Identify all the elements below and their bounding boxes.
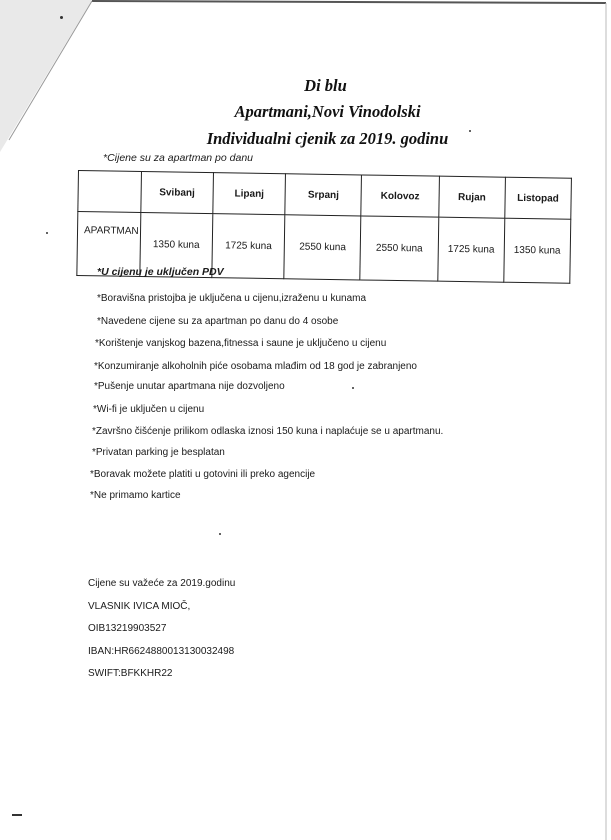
scan-speck: [219, 533, 221, 535]
list-item: *Boravak možete platiti u gotovini ili preko agencije: [90, 469, 316, 480]
price-cell: 1350 kuna: [503, 218, 570, 283]
column-header: Svibanj: [141, 171, 214, 213]
column-header: Rujan: [439, 176, 505, 218]
scan-mark: [12, 814, 22, 816]
column-header: Lipanj: [213, 173, 286, 215]
list-item: *Završno čišćenje prilikom odlaska iznosi 150 kuna i naplaćuje se u apartmanu.: [92, 426, 444, 437]
price-cell: 1725 kuna: [212, 214, 286, 279]
list-item: *Boravišna pristojba je uključena u cijenu,izraženu u kunama: [97, 293, 367, 304]
price-cell: 2550 kuna: [360, 216, 439, 281]
column-header: Kolovoz: [361, 175, 439, 217]
list-item: *Navedene cijene su za apartman po danu do 4 osobe: [97, 316, 339, 327]
per-day-note: *Cijene su za apartman po danu: [103, 152, 254, 164]
scan-speck: [60, 16, 63, 19]
list-item: *Privatan parking je besplatan: [92, 447, 225, 458]
scan-speck: [352, 387, 354, 389]
swift-code: SWIFT:BFKKHR22: [88, 668, 173, 679]
table-corner-cell: [78, 171, 142, 213]
list-item: *Ne primamo kartice: [90, 490, 181, 501]
validity-note: Cijene su važeće za 2019.godinu: [88, 578, 236, 589]
owner-name: VLASNIK IVICA MIOČ,: [88, 601, 191, 612]
list-item: *Korištenje vanjskog bazena,fitnessa i saune je uključeno u cijenu: [95, 338, 387, 349]
oib-number: OIB13219903527: [88, 623, 167, 634]
list-item: *Konzumiranje alkoholnih piće osobama mlađim od 18 god je zabranjeno: [94, 361, 417, 372]
price-cell: 1350 kuna: [140, 212, 213, 277]
column-header: Listopad: [504, 177, 571, 219]
document-heading: Individualni cjenik za 2019. godinu: [206, 129, 449, 148]
list-item: *Pušenje unutar apartmana nije dozvoljeno: [94, 381, 285, 392]
vat-note: *U cijenu je uključen PDV: [97, 266, 224, 278]
iban-number: IBAN:HR6624880013130032498: [88, 646, 235, 657]
scan-speck: [46, 232, 48, 234]
column-header: Srpanj: [285, 174, 361, 216]
list-item: *Wi-fi je uključen u cijenu: [93, 404, 205, 415]
scan-speck: [469, 130, 471, 132]
price-cell: 1725 kuna: [438, 217, 505, 282]
price-cell: 2550 kuna: [284, 215, 361, 280]
document-title: Di blu: [304, 76, 347, 95]
row-label: APARTMAN: [77, 212, 141, 277]
document-subtitle: Apartmani,Novi Vinodolski: [234, 102, 421, 121]
